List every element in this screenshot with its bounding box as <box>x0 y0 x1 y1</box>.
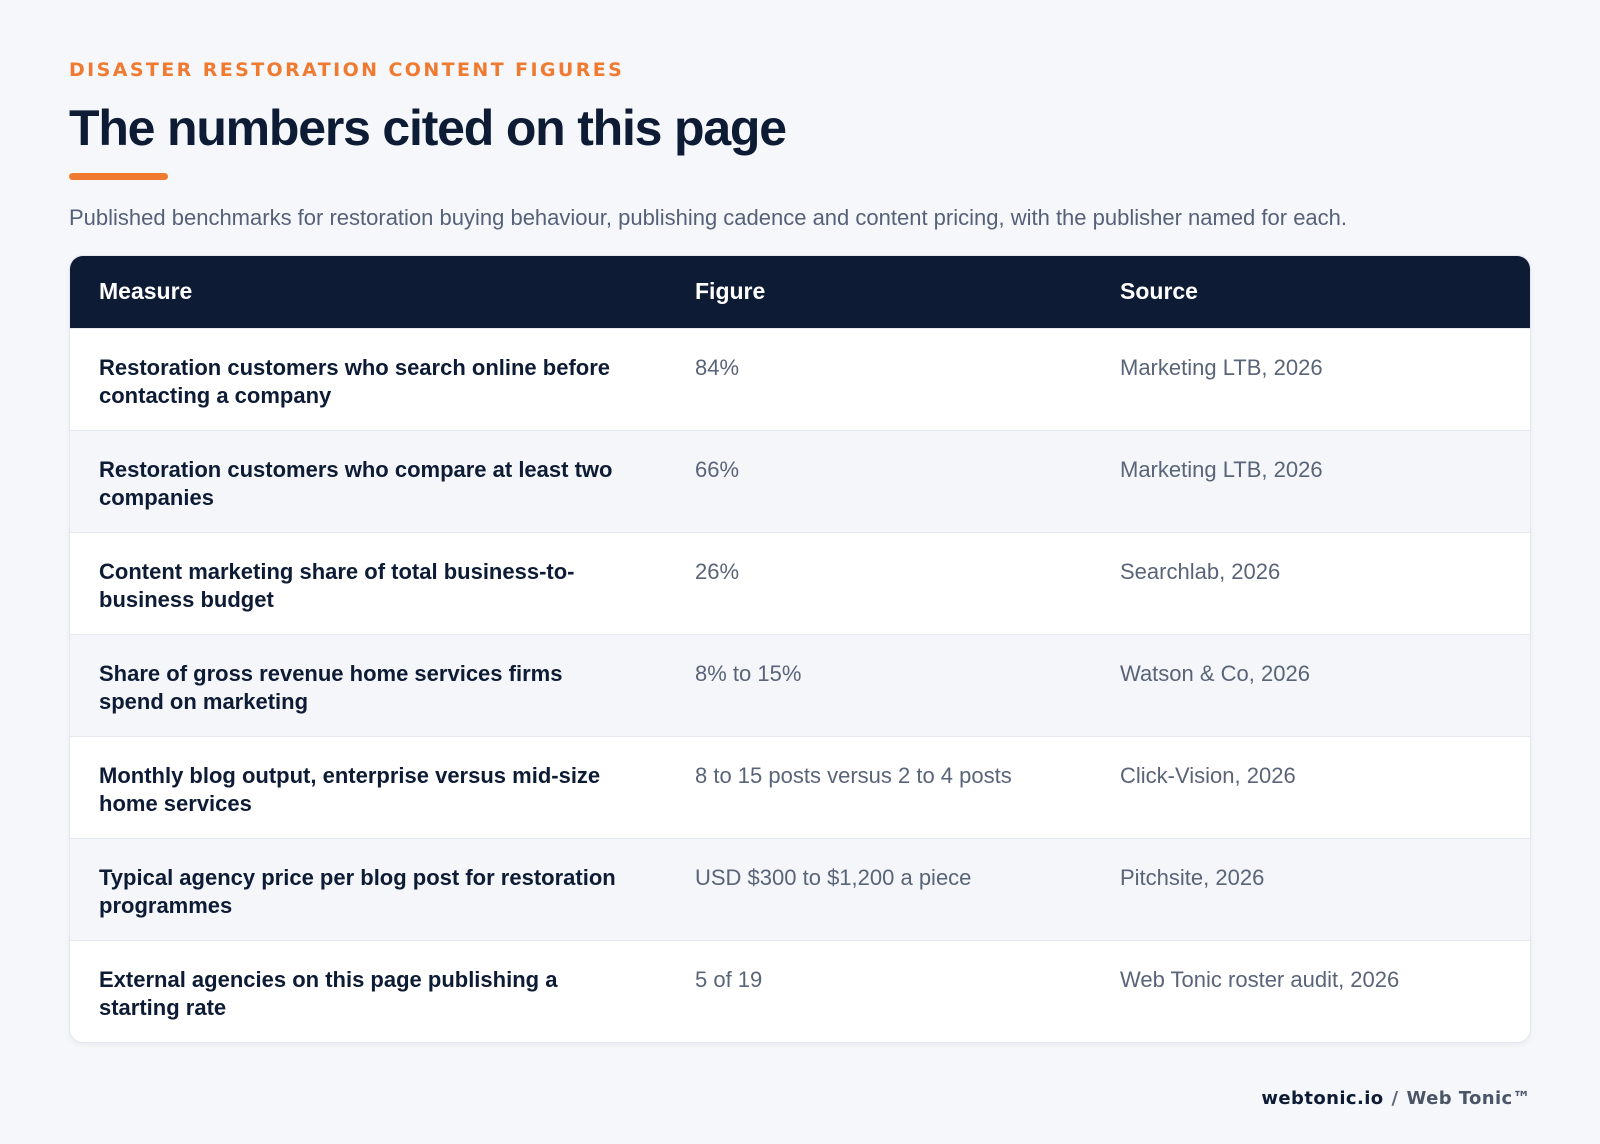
cell-figure: USD $300 to $1,200 a piece <box>695 864 972 890</box>
table-header-row <box>70 256 1530 328</box>
table-row <box>70 328 1530 430</box>
table-row <box>70 634 1530 736</box>
cell-figure: 66% <box>695 456 740 482</box>
page-content <box>69 58 1531 1043</box>
eyebrow-label: DISASTER RESTORATION CONTENT FIGURES <box>69 59 625 81</box>
table-row <box>70 940 1530 1042</box>
cell-source: Marketing LTB, 2026 <box>1120 456 1323 482</box>
cell-source: Marketing LTB, 2026 <box>1120 354 1323 380</box>
page-title: The numbers cited on this page <box>69 100 786 156</box>
cell-figure: 26% <box>695 558 740 584</box>
cell-figure: 84% <box>695 354 740 380</box>
footer-credit <box>1261 1088 1531 1109</box>
table-row <box>70 736 1530 838</box>
figures-table-card <box>69 255 1531 1043</box>
cell-measure: Restoration customers who compare at least two companies <box>99 456 613 510</box>
column-header-figure: Figure <box>695 278 766 305</box>
cell-source: Click-Vision, 2026 <box>1120 762 1296 788</box>
cell-measure: External agencies on this page publishing a starting rate <box>99 966 558 1020</box>
cell-source: Web Tonic roster audit, 2026 <box>1120 966 1400 992</box>
figures-table <box>70 256 1530 1042</box>
footer-brand: Web Tonic™ <box>1406 1088 1531 1109</box>
column-header-source: Source <box>1120 278 1198 305</box>
cell-figure: 8% to 15% <box>695 660 802 686</box>
cell-source: Watson & Co, 2026 <box>1120 660 1310 686</box>
cell-source: Pitchsite, 2026 <box>1120 864 1265 890</box>
cell-figure: 8 to 15 posts versus 2 to 4 posts <box>695 762 1012 788</box>
column-header-measure: Measure <box>99 278 193 305</box>
footer-separator: / <box>1391 1088 1399 1109</box>
table-row <box>70 430 1530 532</box>
cell-measure: Share of gross revenue home services firms spend on marketing <box>99 660 563 714</box>
table-row <box>70 838 1530 940</box>
cell-measure: Typical agency price per blog post for restoration programmes <box>99 864 616 918</box>
cell-measure: Content marketing share of total business-to-business budget <box>99 558 575 612</box>
cell-measure: Monthly blog output, enterprise versus mid-size home services <box>99 762 601 816</box>
cell-measure: Restoration customers who search online before contacting a company <box>99 354 611 408</box>
intro-text: Published benchmarks for restoration buying behaviour, publishing cadence and content pricing, with the publisher named for each. <box>69 205 1348 230</box>
cell-source: Searchlab, 2026 <box>1120 558 1281 584</box>
table-row <box>70 532 1530 634</box>
title-underline <box>69 173 168 180</box>
footer-site-link[interactable]: webtonic.io <box>1261 1088 1384 1109</box>
table-body <box>70 328 1530 1042</box>
table-header <box>70 256 1530 328</box>
cell-figure: 5 of 19 <box>695 966 763 992</box>
